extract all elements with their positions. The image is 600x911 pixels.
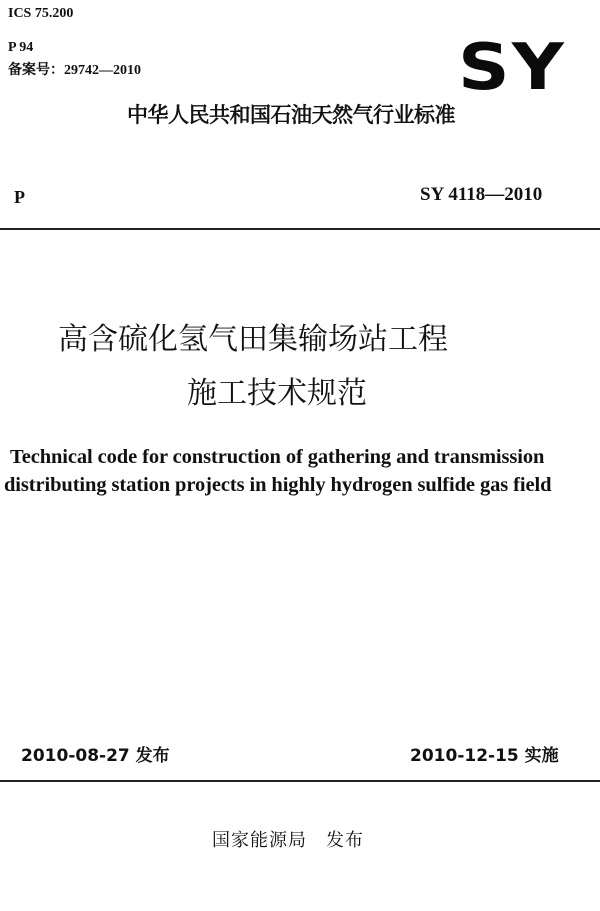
sy-logo: SY bbox=[458, 31, 567, 105]
top-divider bbox=[0, 228, 600, 230]
chinese-title-line-2: 施工技术规范 bbox=[187, 376, 367, 411]
classification-code: P 94 bbox=[8, 40, 34, 55]
publisher: 国家能源局 发布 bbox=[212, 830, 364, 851]
bottom-divider bbox=[0, 780, 600, 782]
issue-date: 2010-08-27 发布 bbox=[21, 746, 170, 766]
ics-code: ICS 75.200 bbox=[8, 6, 74, 21]
english-title-line-1: Technical code for construction of gathering and transmission bbox=[10, 446, 545, 468]
category-letter: P bbox=[14, 187, 25, 207]
implementation-date: 2010-12-15 实施 bbox=[410, 746, 559, 766]
record-number: 备案号：29742—2010 bbox=[8, 63, 141, 78]
standard-number: SY 4118—2010 bbox=[420, 184, 543, 205]
chinese-title-line-1: 高含硫化氢气田集输场站工程 bbox=[58, 322, 448, 357]
issuer-title: 中华人民共和国石油天然气行业标准 bbox=[127, 103, 455, 127]
english-title-line-2: distributing station projects in highly hydrogen sulfide gas field bbox=[4, 474, 552, 496]
